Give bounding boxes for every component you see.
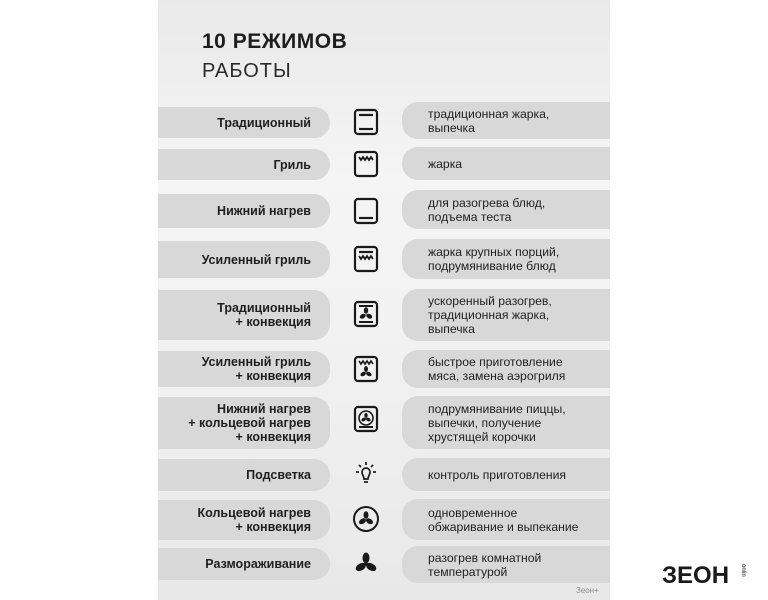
mode-name-pill bbox=[158, 149, 330, 180]
mode-name: Гриль bbox=[273, 157, 311, 172]
mode-name-pill bbox=[158, 459, 330, 491]
mode-name-pill bbox=[158, 397, 330, 449]
page-title: 10 РЕЖИМОВ bbox=[202, 30, 348, 53]
mode-desc: контроль приготовления bbox=[428, 467, 567, 482]
mode-desc: быстрое приготовление мяса, замена аэрогриля bbox=[428, 355, 566, 383]
mode-name: Кольцевой нагрев + конвекция bbox=[197, 506, 311, 534]
mode-name-pill bbox=[158, 351, 330, 387]
watermark: Зеон+ bbox=[576, 586, 599, 595]
mode-desc: подрумянивание пиццы, выпечки, получение хрустящей корочки bbox=[428, 401, 566, 444]
oven-top-bottom-heat-icon bbox=[351, 107, 381, 137]
mode-name: Подсветка bbox=[246, 468, 311, 482]
mode-desc: традиционная жарка, выпечка bbox=[428, 106, 550, 135]
mode-desc: одновременное обжаривание и выпекание bbox=[428, 505, 579, 534]
mode-desc-pill bbox=[402, 499, 610, 540]
mode-desc: ускоренный разогрев, традиционная жарка, выпечка bbox=[428, 294, 552, 336]
mode-name-pill bbox=[158, 241, 330, 278]
mode-desc-pill bbox=[402, 289, 610, 341]
grill-convection-icon bbox=[351, 354, 381, 384]
mode-desc-pill bbox=[402, 458, 610, 491]
mode-name-pill bbox=[158, 194, 330, 228]
mode-name: Размораживание bbox=[205, 557, 311, 571]
mode-name-pill bbox=[158, 290, 330, 340]
mode-name: Традиционный bbox=[217, 115, 311, 130]
mode-desc-pill bbox=[402, 239, 610, 279]
mode-name: Усиленный гриль + конвекция bbox=[201, 355, 311, 383]
logo-small-text: onlin bbox=[740, 564, 746, 577]
bottom-heat-icon bbox=[351, 196, 381, 226]
mode-desc: для разогрева блюд, подъема теста bbox=[428, 195, 546, 224]
defrost-fan-icon bbox=[351, 549, 381, 579]
convection-top-bottom-icon bbox=[351, 299, 381, 329]
mode-name: Нижний нагрев bbox=[217, 204, 311, 218]
mode-desc-pill bbox=[402, 350, 610, 388]
turbo-grill-icon bbox=[351, 244, 381, 274]
mode-name-pill bbox=[158, 500, 330, 540]
page-subtitle: РАБОТЫ bbox=[202, 60, 292, 82]
bottom-ring-convection-icon bbox=[351, 404, 381, 434]
mode-desc: жарка крупных порций, подрумянивание блюд bbox=[428, 245, 560, 273]
mode-desc: разогрев комнатной температурой bbox=[428, 550, 542, 579]
mode-desc-pill bbox=[402, 102, 610, 139]
mode-name-pill bbox=[158, 107, 330, 138]
mode-name: Традиционный + конвекция bbox=[217, 301, 311, 329]
logo-text: ЗЕОН bbox=[662, 562, 730, 588]
mode-desc: жарка bbox=[428, 156, 463, 171]
mode-desc-pill bbox=[402, 546, 610, 583]
lamp-icon bbox=[351, 459, 381, 489]
mode-name: Нижний нагрев + кольцевой нагрев + конвекция bbox=[188, 402, 311, 444]
mode-desc-pill bbox=[402, 190, 610, 229]
fan-circle-icon bbox=[351, 504, 381, 534]
mode-desc-pill bbox=[402, 396, 610, 449]
grill-icon bbox=[351, 149, 381, 179]
mode-name: Усиленный гриль bbox=[201, 252, 311, 267]
brand-logo bbox=[662, 560, 754, 588]
mode-name-pill bbox=[158, 548, 330, 580]
mode-desc-pill bbox=[402, 147, 610, 180]
